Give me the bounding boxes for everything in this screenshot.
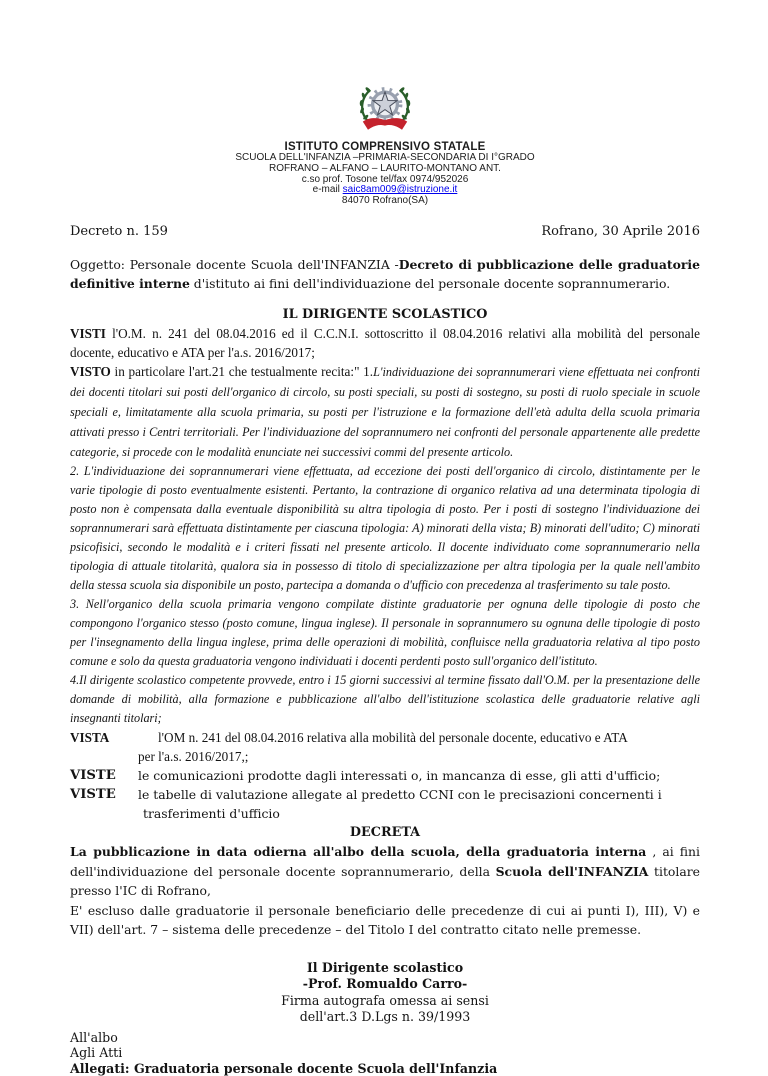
subject-bold: Decreto di pubblicazione delle graduatorie definitive interne bbox=[70, 256, 700, 291]
recital-viste-1 bbox=[70, 766, 700, 785]
decreta-paragraph-1 bbox=[70, 842, 700, 901]
distribution-list bbox=[70, 1030, 700, 1076]
footer-allegati: Allegati: Graduatoria personale docente Scuola dell'Infanzia bbox=[70, 1060, 498, 1076]
decreta-p1-mid: , ai fini dell'individuazione del personale docente soprannumerario, della bbox=[70, 844, 700, 879]
recital-viste1-line1: le comunicazioni prodotte dagli interessati o, in mancanza di esse, gli atti d'ufficio; bbox=[138, 768, 661, 784]
subject-suffix: d'istituto ai fini dell'individuazione del personale docente soprannumerario. bbox=[189, 275, 671, 291]
quote-paragraph-3: 3. Nell'organico della scuola primaria vengono compilate distinte graduatorie per ognuna delle tipologie di posto che compongono l'organico stesso (posto comune, lingua inglese). Il personale in soprannumero su ognuna delle tipologie di posto per l'insegnamento della lingua inglese, prima delle operazioni di mobilità, confluisce nella graduatoria relativa al tipo posto comune e solo da questa graduatoria vengono individuati i docenti perdenti posto sull'organico dell'istituto. bbox=[70, 597, 700, 669]
quote-paragraph-2: 2. L'individuazione dei soprannumerari viene effettuata, ad eccezione dei posti dell'organico di circolo, distintamente per le varie tipologie di posto eventualmente esistenti. Pertanto, la contrazione di organico relativa ad una determinata tipologia di posto non è compensata dalla eventuale disponibilità su altra tipologia di posto. Per i posti di sostegno l'individuazione dei soprannumerari sarà effettuata distintamente per ciascuna tipologia: A) minorati della vista; B) minorati dell'udito; C) minorati psicofisici, secondo le modalità e i criteri fissati nel presente articolo. Il docente individuato come soprannumerario nella tipologia di attuale titolarità, qualora sia in possesso di titolo di specializzazione per altra tipologia per la quale nell'ambito della stessa scuola sia disponibile un posto, partecipa a domanda o d'ufficio con precedenza al trasferimento su tale posto. bbox=[70, 464, 700, 593]
email-link[interactable]: saic8am009@istruzione.it bbox=[342, 184, 458, 196]
decreta-p1-end: titolare presso l'IC di Rofrano, bbox=[70, 863, 700, 899]
subject-paragraph bbox=[70, 255, 700, 293]
subject-prefix: Oggetto: Personale docente Scuola dell'INFANZIA - bbox=[70, 256, 399, 272]
recital-visti-label: VISTI bbox=[70, 326, 106, 342]
recital-vista bbox=[70, 728, 700, 766]
footer-albo: All'albo bbox=[70, 1029, 118, 1045]
italy-emblem-icon bbox=[348, 80, 422, 138]
postal-line: 84070 Rofrano(SA) bbox=[341, 195, 429, 207]
heading-decreta: DECRETA bbox=[349, 825, 421, 841]
footer-atti: Agli Atti bbox=[70, 1045, 123, 1061]
decree-meta-row bbox=[70, 224, 700, 240]
decree-number: Decreto n. 159 bbox=[70, 223, 168, 239]
recital-viste1-label: VISTE bbox=[70, 768, 116, 784]
heading-dirigente-scolastico: IL DIRIGENTE SCOLASTICO bbox=[282, 307, 488, 323]
decreta-p1-bold2: Scuola dell'INFANZIA bbox=[495, 863, 649, 879]
recital-vista-line1: l'OM n. 241 del 08.04.2016 relativa alla mobilità del personale docente, educativo e ATA bbox=[158, 730, 628, 746]
recital-visto-quote-1: L'individuazione dei soprannumerari viene effettuata nei confronti dei docenti titolari sui posti dell'organico di circolo, su posti speciali, su posti di sostegno, su posti di ruolo speciale in scuole speciali e, limitatamente alla scuola primaria, su posti per l'istruzione e la formazione dell'età adulta della scuola primaria attivati presso i Centri territoriali. Per l'individuazione del soprannumero nei confronti del personale appartenente alle predette categorie, si procede con le modalità enunciate nei successivi commi del presente articolo. bbox=[70, 365, 701, 460]
recital-visto bbox=[70, 362, 700, 462]
recital-viste2-label: VISTE bbox=[70, 787, 116, 803]
recital-visti-text: l'O.M. n. 241 del 08.04.2016 ed il C.C.N.I. sottoscritto il 08.04.2016 relativi alla mobilità del personale docente, educativo e ATA per l'a.s. 2016/2017; bbox=[70, 326, 700, 361]
recital-vista-line2: per l'a.s. 2016/2017,; bbox=[138, 749, 249, 765]
signature-note-1: Firma autografa omessa ai sensi bbox=[281, 992, 489, 1008]
email-label: e-mail bbox=[312, 184, 343, 196]
recital-visti bbox=[70, 324, 700, 362]
signature-note-2: dell'art.3 D.Lgs n. 39/1993 bbox=[299, 1009, 471, 1025]
recital-viste2-line1: le tabelle di valutazione allegate al predetto CCNI con le precisazioni concernenti i bbox=[138, 787, 662, 803]
place-date: Rofrano, 30 Aprile 2016 bbox=[541, 223, 700, 239]
decreta-p1-bold: La pubblicazione in data odierna all'albo della scuola, della graduatoria interna bbox=[70, 844, 647, 860]
decreta-paragraph-2: E' escluso dalle graduatorie il personale beneficiario delle precedenze di cui ai punti I), III), V) e VII) dell'art. 7 – sistema delle precedenze – del Titolo I del contratto citato nelle premesse. bbox=[70, 902, 700, 938]
address-line: c.so prof. Tosone tel/fax 0974/952026 bbox=[301, 173, 469, 185]
institute-name: ISTITUTO COMPRENSIVO STATALE bbox=[284, 141, 486, 153]
italy-emblem-logo bbox=[70, 80, 700, 138]
signature-name: -Prof. Romualdo Carro- bbox=[302, 976, 468, 992]
signature-block bbox=[70, 960, 700, 1026]
signature-role: Il Dirigente scolastico bbox=[306, 959, 464, 975]
school-type-line: SCUOLA DELL'INFANZIA –PRIMARIA-SECONDARIA DI I°GRADO bbox=[235, 152, 535, 163]
recital-viste2-line2: trasferimenti d'ufficio bbox=[143, 806, 280, 822]
recital-visto-label: VISTO bbox=[70, 364, 111, 380]
recital-vista-label: VISTA bbox=[70, 730, 110, 746]
towns-line: ROFRANO – ALFANO – LAURITO-MONTANO ANT. bbox=[269, 162, 501, 174]
recital-visto-lead: in particolare l'art.21 che testualmente recita:" 1. bbox=[110, 364, 374, 380]
quote-paragraph-4: 4.Il dirigente scolastico competente provvede, entro i 15 giorni successivi al termine fissato dall'O.M. per la presentazione delle domande di mobilità, alla formazione e pubblicazione all'albo dell'istituzione scolastica delle graduatorie relative agli insegnanti titolari; bbox=[70, 673, 700, 726]
letterhead bbox=[70, 80, 700, 207]
recital-viste-2 bbox=[70, 785, 700, 823]
